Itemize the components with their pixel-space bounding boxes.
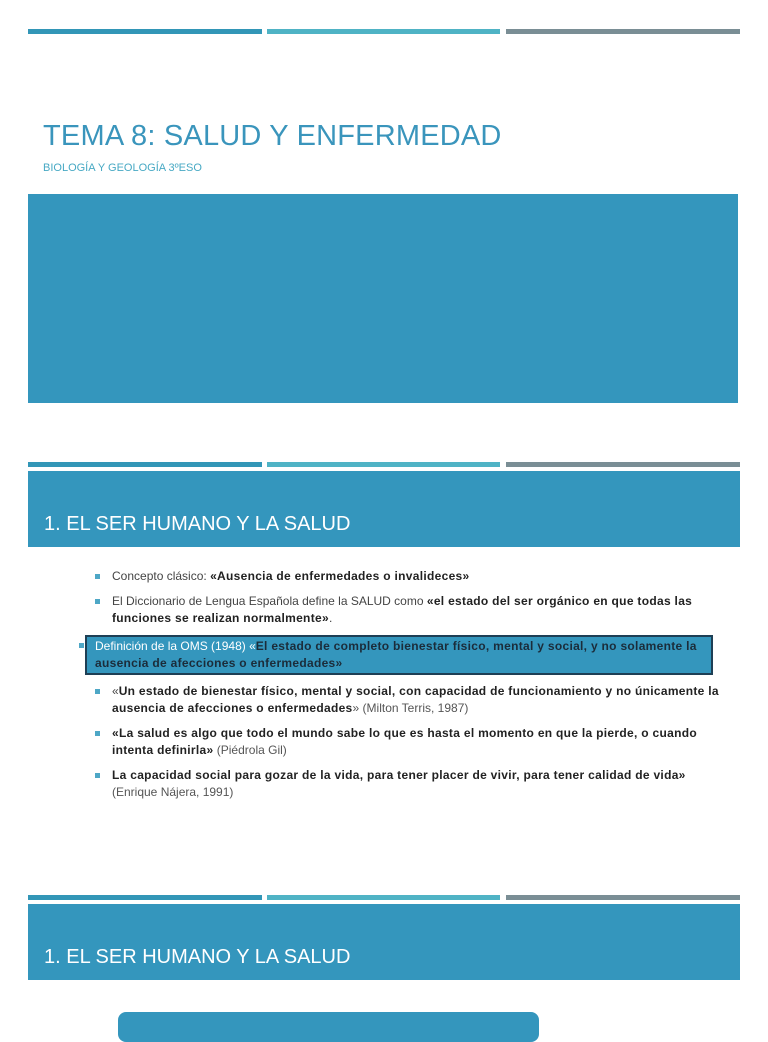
stripe-teal [267,462,500,467]
slide2-header-bar [28,471,740,547]
slide-title: TEMA 8: SALUD Y ENFERMEDAD [43,120,502,152]
bullet-square-icon [95,689,100,694]
bullet-bold-text: «La salud es algo que todo el mundo sabe lo que es hasta el momento en que la pierde, o cuando intenta definirla» [112,726,697,757]
bullet-bold-text: La capacidad social para gozar de la vida, para tener placer de vivir, para tener calidad de vida» [112,768,686,782]
slide3-content-box [118,1012,539,1042]
bullet-text-after: (Piédrola Gil) [213,743,287,757]
bullet-square-icon [95,731,100,736]
stripe-gray [506,462,740,467]
stripe-gray [506,895,740,900]
list-item [95,767,725,801]
stripe-blue [28,29,262,34]
salud-definitions-list [95,568,725,809]
bullet-text-after: . [328,611,333,625]
slide1-top-stripes [28,29,740,34]
stripe-teal [267,895,500,900]
bullet-bold-text: «Ausencia de enfermedades o invalideces» [210,569,470,583]
bullet-text-after: (Enrique Nájera, 1991) [112,785,234,799]
stripe-gray [506,29,740,34]
stripe-blue [28,462,262,467]
bullet-square-icon [95,574,100,579]
bullet-bold-text: «el estado del ser orgánico en que todas las funciones se realizan normalmente» [112,594,693,625]
bullet-text: Concepto clásico: [112,569,211,583]
list-item [95,593,725,627]
bullet-square-icon [95,599,100,604]
bullet-text: Definición de la OMS (1948) « [95,639,256,653]
slide-subtitle: BIOLOGÍA Y GEOLOGÍA 3ºESO [43,162,202,174]
bullet-bold-text: Un estado de bienestar físico, mental y social, con capacidad de funcionamiento y no únicamente la ausencia de afecciones o enfermedades [112,684,719,715]
slide3-top-stripes [28,895,740,900]
slide2-top-stripes [28,462,740,467]
bullet-square-icon [95,773,100,778]
slide2-heading: 1. EL SER HUMANO Y LA SALUD [44,513,351,535]
title-color-block [28,194,738,403]
stripe-blue [28,895,262,900]
bullet-square-icon [79,643,84,648]
list-item [95,683,725,717]
bullet-text: « [112,684,119,698]
slide3-heading: 1. EL SER HUMANO Y LA SALUD [44,946,351,968]
stripe-teal [267,29,500,34]
bullet-text-after: » (Milton Terris, 1987) [352,701,469,715]
list-item [95,725,725,759]
list-item-highlighted [85,635,713,675]
bullet-text: El Diccionario de Lengua Española define la SALUD como [112,594,427,608]
slide3-header-bar [28,904,740,980]
list-item [95,568,725,585]
bullet-bold-text: El estado de completo bienestar físico, mental y social, y no solamente la ausencia de afecciones o enfermedades» [95,639,697,670]
